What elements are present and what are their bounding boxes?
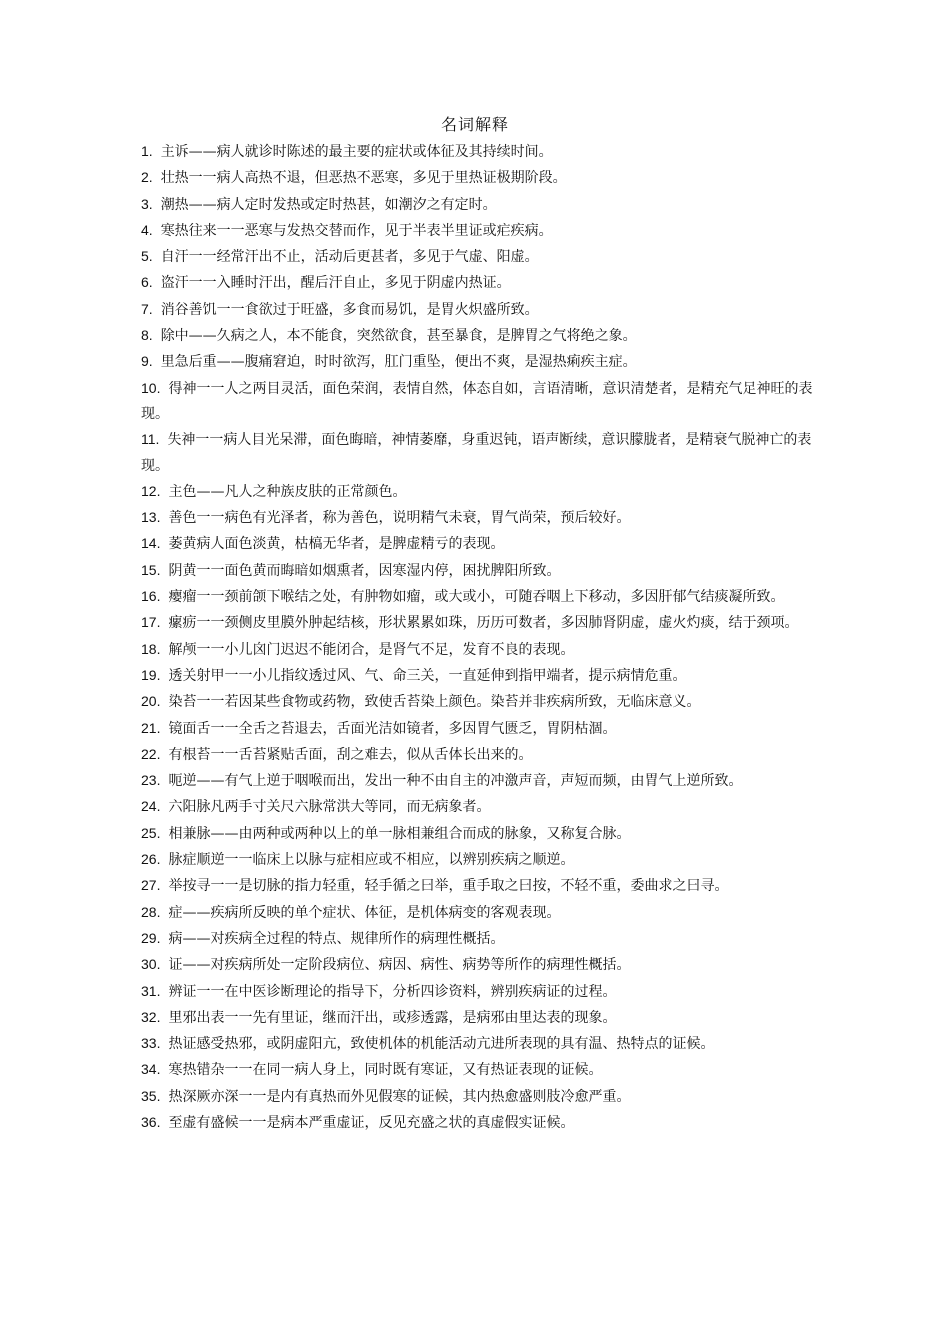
term-number: 28. [141,903,161,920]
term-item [141,192,813,218]
term-definition: 寒热错杂一一在同一病人身上，同时既有寒证，又有热证表现的证候。 [168,1062,603,1079]
term-definition: 脉症顺逆一一临床上以脉与症相应或不相应，以辨别疾病之顺逆。 [168,852,575,869]
term-definition: 失神一一病人目光呆滞，面色晦暗，神情萎靡，身重迟钝，语声断续，意识朦胧者，是精衰气脱神亡的表现。 [141,432,812,474]
term-item [141,742,813,768]
term-definition: 呃逆——有气上逆于咽喉而出，发出一种不由自主的冲激声音，声短而频，由胃气上逆所致。 [168,773,743,790]
term-number: 10. [141,379,161,396]
term-number: 15. [141,561,161,578]
term-item [141,505,813,531]
term-item [141,218,813,244]
term-number: 26. [141,851,161,868]
term-item [141,1005,813,1031]
term-number: 2. [141,169,153,186]
term-number: 31. [141,982,161,999]
term-item [141,716,813,742]
term-definition: 善色一一病色有光泽者，称为善色，说明精气未衰，胃气尚荣，预后较好。 [168,510,631,527]
term-definition: 里邪出表一一先有里证，继而汗出，或疹透露，是病邪由里达表的现象。 [168,1009,617,1026]
term-definition: 证——对疾病所处一定阶段病位、病因、病性、病势等所作的病理性概括。 [168,957,631,974]
term-definition: 举按寻一一是切脉的指力轻重，轻手循之曰举，重手取之曰按，不轻不重，委曲求之曰寻。 [168,878,729,895]
term-number: 8. [141,327,153,344]
term-definition: 壮热一一病人高热不退，但恶热不恶寒，多见于里热证极期阶段。 [160,170,567,187]
term-item [141,323,813,349]
term-number: 17. [141,614,161,631]
term-definition: 主诉——病人就诊时陈述的最主要的症状或体征及其持续时间。 [160,144,553,160]
term-definition: 相兼脉——由两种或两种以上的单一脉相兼组合而成的脉象，又称复合脉。 [168,825,631,842]
term-item [141,1110,813,1136]
term-definition: 病——对疾病全过程的特点、规律所作的病理性概括。 [168,930,505,947]
term-item [141,610,813,636]
term-definition: 自汗一一经常汗出不止，活动后更甚者，多见于气虚、阳虚。 [160,249,539,266]
term-number: 29. [141,929,161,946]
term-definition: 主色——凡人之种族皮肤的正常颜色。 [168,483,407,500]
term-number: 34. [141,1061,161,1078]
term-definition: 潮热——病人定时发热或定时热甚，如潮汐之有定时。 [160,196,497,213]
term-number: 7. [141,300,153,317]
term-number: 16. [141,588,161,605]
term-item [141,1084,813,1110]
term-number: 27. [141,877,161,894]
term-number: 22. [141,745,161,762]
term-number: 19. [141,666,161,683]
term-item [141,1031,813,1057]
term-definition: 至虚有盛候一一是病本严重虚证，反见充盛之状的真虚假实证候。 [168,1114,575,1131]
term-definition: 消谷善饥一一食欲过于旺盛，多食而易饥，是胃火炽盛所致。 [160,301,539,318]
term-number: 24. [141,798,161,815]
term-item [141,821,813,847]
term-definition: 六阳脉凡两手寸关尺六脉常洪大等同，而无病象者。 [168,799,491,816]
term-number: 14. [141,535,161,552]
term-definition: 瘿瘤一一颈前颌下喉结之处，有肿物如瘤，或大或小，可随吞咽上下移动，多因肝郁气结痰凝所致。 [168,589,785,606]
term-definition: 辨证一一在中医诊断理论的指导下，分析四诊资料，辨别疾病证的过程。 [168,983,617,1000]
term-item [141,584,813,610]
term-item [141,270,813,296]
term-number: 13. [141,509,161,526]
term-definition: 阴黄一一面色黄而晦暗如烟熏者，因寒湿内停，困扰脾阳所致。 [168,562,561,579]
term-definition: 透关射甲一一小儿指纹透过风、气、命三关，一直延伸到指甲端者，提示病情危重。 [168,667,687,684]
term-number: 5. [141,248,153,265]
term-item [141,847,813,873]
term-number: 9. [141,353,153,370]
term-item [141,689,813,715]
term-list [141,139,813,1136]
term-definition: 热深厥亦深一一是内有真热而外见假寒的证候，其内热愈盛则肢冷愈严重。 [168,1088,631,1105]
term-item [141,427,813,479]
term-definition: 症——疾病所反映的单个症状、体征，是机体病变的客观表现。 [168,904,561,921]
term-item [141,531,813,557]
term-item [141,979,813,1005]
term-number: 18. [141,640,161,657]
term-number: 12. [141,482,161,499]
term-definition: 瘰疬一一颈侧皮里膜外肿起结核，形状累累如珠，历历可数者，多因肺肾阴虚，虚火灼痰，结于颈项。 [168,615,799,632]
term-item [141,768,813,794]
term-item [141,900,813,926]
term-number: 1. [141,143,153,159]
term-number: 30. [141,956,161,973]
term-item [141,244,813,270]
term-item [141,663,813,689]
term-item [141,952,813,978]
term-item [141,165,813,191]
term-item [141,1057,813,1083]
term-number: 6. [141,274,153,291]
term-item [141,349,813,375]
term-definition: 解颅一一小儿囟门迟迟不能闭合，是肾气不足，发育不良的表现。 [168,641,575,658]
term-item [141,558,813,584]
term-definition: 除中——久病之人，本不能食，突然欲食，甚至暴食，是脾胃之气将绝之象。 [160,328,637,345]
term-number: 11. [141,431,160,448]
term-item [141,376,813,428]
term-definition: 热证感受热邪，或阴虚阳亢，致使机体的机能活动亢进所表现的具有温、热特点的证候。 [168,1036,715,1053]
term-definition: 得神一一人之两目灵活，面色荣润，表情自然，体态自如，言语清晰，意识清楚者，是精充气足神旺的表现。 [141,380,813,422]
term-definition: 镜面舌一一全舌之苔退去，舌面光洁如镜者，多因胃气匮乏，胃阴枯涸。 [168,720,617,737]
term-number: 35. [141,1087,161,1104]
term-definition: 寒热往来一一恶寒与发热交替而作，见于半表半里证或疟疾病。 [160,222,553,239]
term-number: 20. [141,693,161,710]
term-number: 21. [141,719,161,736]
term-item [141,873,813,899]
term-item [141,926,813,952]
term-definition: 有根苔一一舌苔紧贴舌面，刮之难去，似从舌体长出来的。 [168,746,533,763]
term-number: 36. [141,1113,161,1130]
term-definition: 里急后重——腹痛窘迫，时时欲泻，肛门重坠，便出不爽，是湿热痢疾主症。 [160,354,637,371]
term-item [141,297,813,323]
term-item [141,139,813,165]
term-number: 23. [141,772,161,789]
term-definition: 萎黄病人面色淡黄，枯槁无华者，是脾虚精亏的表现。 [168,536,505,553]
term-number: 32. [141,1008,161,1025]
term-number: 33. [141,1035,161,1052]
term-item [141,794,813,820]
term-number: 3. [141,195,153,212]
page-title: 名词解释 [440,115,509,134]
term-item [141,637,813,663]
term-number: 4. [141,221,153,238]
term-definition: 盗汗一一入睡时汗出，醒后汗自止，多见于阴虚内热证。 [160,275,511,292]
term-number: 25. [141,824,161,841]
term-definition: 染苔一一若因某些食物或药物，致使舌苔染上颜色。染苔并非疾病所致，无临床意义。 [168,694,701,711]
term-item [141,479,813,505]
